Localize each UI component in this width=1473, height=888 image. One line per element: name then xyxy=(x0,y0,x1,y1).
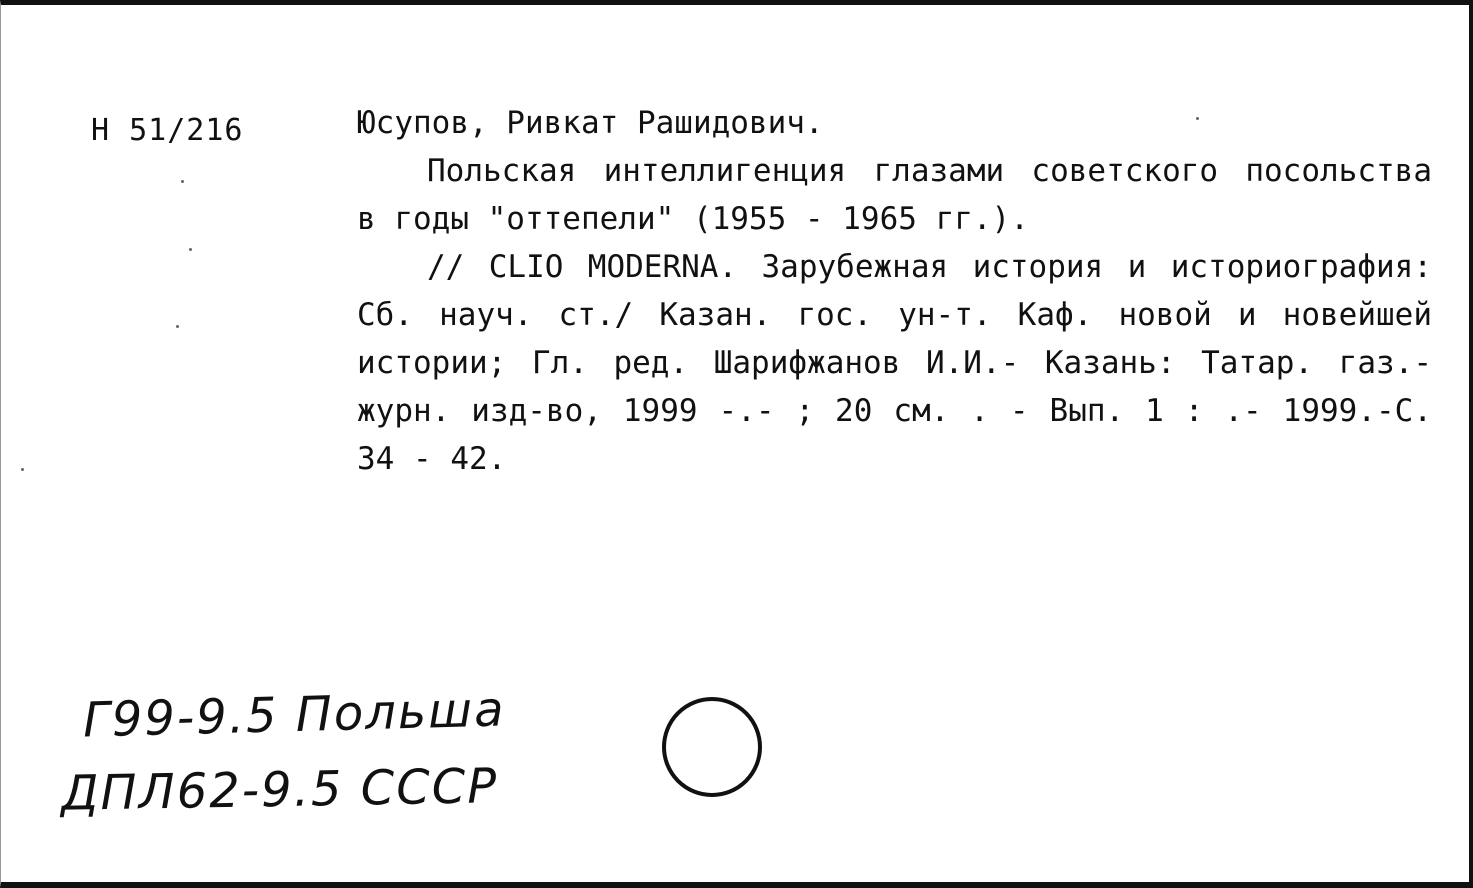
scan-speck xyxy=(21,468,24,471)
article-title: Польская интеллигенция глазами советского посольства в годы "оттепели" (1955 - 1965 гг.). xyxy=(357,153,1432,237)
shelfmark: Н 51/216 xyxy=(91,113,244,148)
punch-hole xyxy=(662,697,762,797)
author-heading: Юсупов, Ривкат Рашидович. xyxy=(357,105,824,141)
scan-speck xyxy=(189,248,192,251)
scan-speck xyxy=(176,325,179,328)
handwritten-classification-1: Г99-9.5 Польша xyxy=(82,681,507,749)
source-description: // CLIO MODERNA. Зарубежная история и историография: Сб. науч. ст./ Казан. гос. ун-т. Каф. новой и новейшей истории; Гл. ред. Шарифжанов И.И.- Казань: Татар. газ.- журн. изд-во, 1999 -.- ; 20 см. . - Вып. 1 : .- 1999.-С. 34 - 42. xyxy=(357,249,1432,477)
scan-speck xyxy=(1196,117,1199,120)
scan-speck xyxy=(181,180,184,183)
handwritten-classification-2: ДПЛ62-9.5 СССР xyxy=(60,758,499,822)
bibliographic-entry xyxy=(357,99,1432,483)
